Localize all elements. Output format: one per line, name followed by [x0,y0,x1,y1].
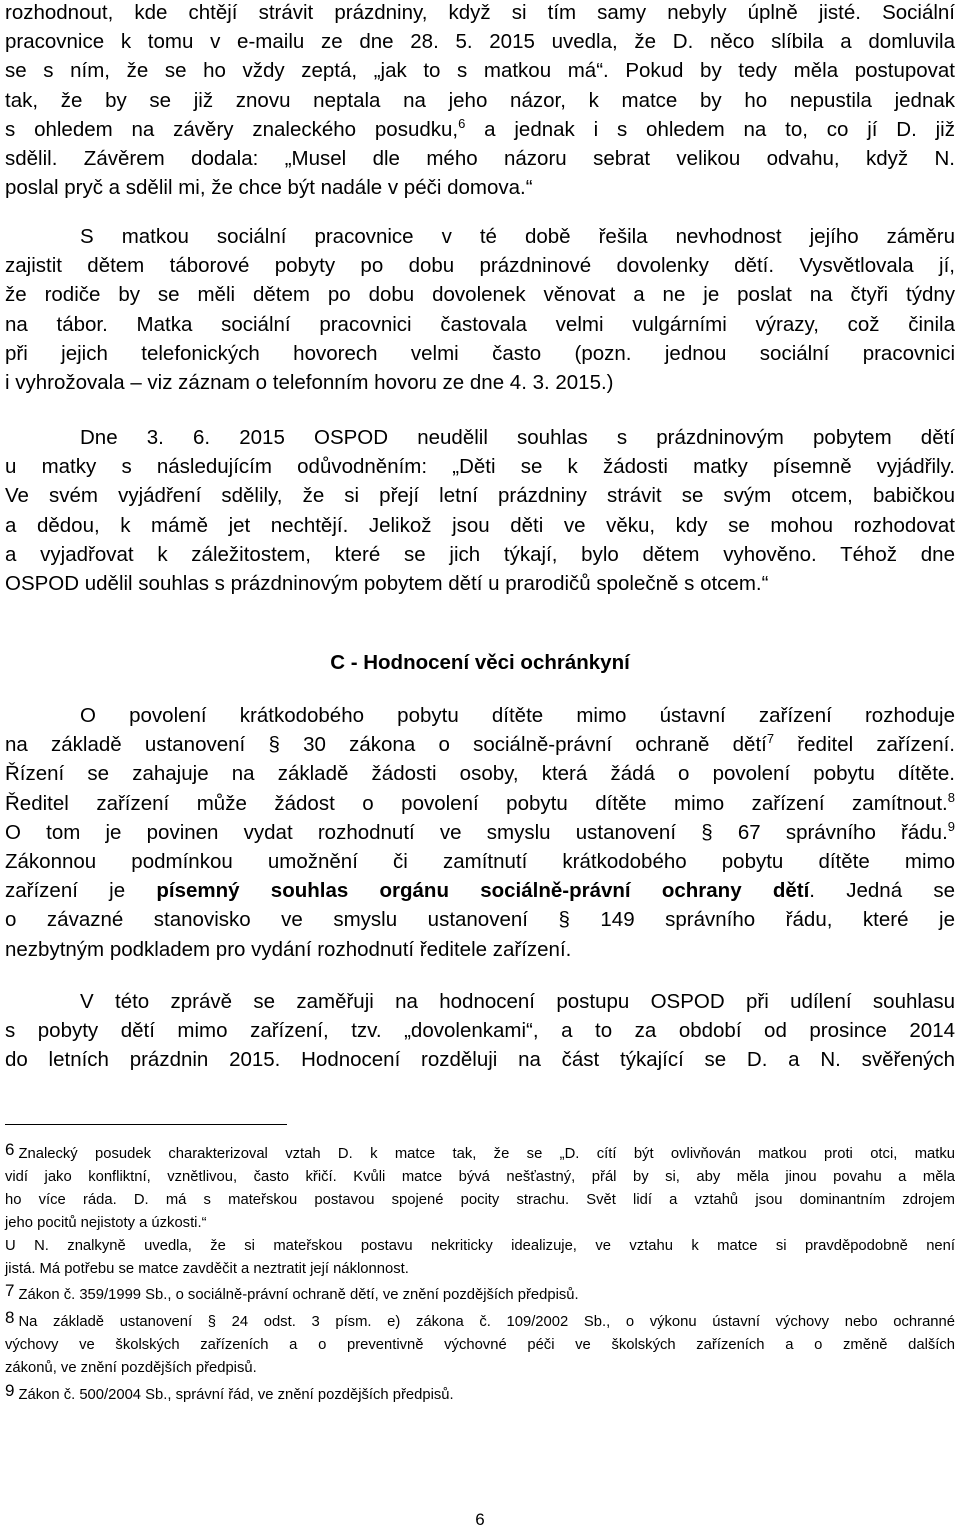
text-line: u matky s následujícím odůvodněním: „Děti se k žádosti matky písemně vyjádřily. [5,455,955,479]
text-line: Zákonnou podmínkou umožnění či zamítnutí krátkodobého pobytu dítěte mimo [5,850,955,874]
text-fragment: s ohledem na závěry znaleckého posudku, [5,117,459,141]
footnote-7 [5,1280,955,1307]
text-line: OSPOD udělil souhlas s prázdninovým pobytem dětí u prarodičů společně s otcem.“ [5,572,769,596]
text-line: nezbytným podkladem pro vydání rozhodnutí ředitele zařízení. [5,937,572,961]
text-fragment: Zákon č. 359/1999 Sb., o sociálně-právní ochraně dětí, ve znění pozdějších předpisů. [18,1287,579,1304]
text-line [5,1307,955,1334]
text-line: s pobyty dětí mimo zařízení, tzv. „dovolenkami“, a to za období od prosince 2014 [5,1019,955,1043]
footnote-ref-9[interactable]: 9 [947,818,955,834]
paragraph-ospod-decision [5,423,955,598]
text-line: S matkou sociální pracovnice v té době řešila nevhodnost jejího záměru [80,225,955,248]
text-line: poslal pryč a sdělil mi, že chce být nadále v péči domova.“ [5,176,533,200]
text-line: se s ním, že se ho vždy zeptá, „jak to s matkou má“. Pokud by tedy měla postupovat [5,59,955,83]
text-line: sdělil. Závěrem dodala: „Musel dle mého názoru sebrat velikou odvahu, když N. [5,147,955,171]
text-line: že rodiče by se měli dětem po dobu dovolenek věnovat a ne je poslat na čtyři týdny [5,283,955,307]
footnote-ref-7[interactable]: 7 [766,731,775,747]
text-line: tak, že by se již znovu neptala na jeho názor, k matce by ho nepustila jednak [5,88,955,112]
text-fragment: Na základě ustanovení § 24 odst. 3 písm. e) zákona č. 109/2002 Sb., o výkonu ústavní výchovy nebo ochranné [18,1314,955,1331]
text-line: pracovnice k tomu v e-mailu ze dne 28. 5. 2015 uvedla, že D. něco slíbila a domluvila [5,30,955,54]
text-line [5,730,955,759]
text-line: vidí jako konfliktní, vznětlivou, často křičí. Kvůli matce bývá nešťastný, přál by si, aby měla jinou povahu a měla [5,1168,955,1185]
text-fragment: Zákon č. 500/2004 Sb., správní řád, ve znění pozdějších předpisů. [18,1387,454,1404]
text-line [5,1280,955,1307]
footnote-6 [5,1139,955,1280]
section-heading: C - Hodnocení věci ochránkyní [330,651,630,674]
footnote-9 [5,1380,955,1407]
text-line: a dědou, k mámě jet nechtějí. Jelikož jsou děti ve věku, kdy se mohou rozhodovat [5,513,955,537]
footnote-number: 9 [5,1381,15,1401]
text-fragment: . Jedná se [809,879,955,903]
text-line [5,789,955,818]
text-line: Dne 3. 6. 2015 OSPOD neudělil souhlas s prázdninovým pobytem dětí [80,426,955,449]
footnote-number: 6 [5,1140,15,1159]
text-line [5,115,955,144]
text-line: do letních prázdnin 2015. Hodnocení rozděluji na část týkající se D. a N. svěřených [5,1048,955,1072]
text-line [5,818,955,847]
text-line: U N. znalkyně uvedla, že si mateřskou postavu nekriticky idealizuje, ve vztahu k matce si pravděpodobně není [5,1237,955,1254]
footnote-ref-8[interactable]: 8 [947,789,955,805]
text-line: jistá. Má potřebu se matce zavděčit a neztratit její náklonnost. [5,1260,409,1277]
text-line: zákonů, ve znění pozdějších předpisů. [5,1360,257,1377]
paragraph-mother-camps [5,222,955,397]
text-fragment: Znalecký posudek charakterizoval vztah D. k matce tak, že se „D. cítí být ovlivňován matkou proti otci, matku [18,1146,955,1162]
footnote-divider [5,1124,287,1125]
text-line: V této zprávě se zaměřuji na hodnocení postupu OSPOD při udílení souhlasu [80,990,955,1013]
text-fragment: O tom je povinen vydat rozhodnutí ve smyslu ustanovení § 67 správního řádu. [5,820,948,844]
text-line: jeho pocitů nejistoty a úzkosti.“ [5,1214,207,1231]
text-line: při jejich telefonických hovorech velmi často (pozn. jednou sociální pracovnici [5,341,955,365]
text-line: a vyjadřovat k záležitostem, které se jich týkají, bylo dětem vyhověno. Téhož dne [5,542,955,566]
text-line: i vyhrožovala – viz záznam o telefonním hovoru ze dne 4. 3. 2015.) [5,371,614,395]
text-line: rozhodnout, kde chtějí strávit prázdniny, když si tím samy nebyly úplně jisté. Sociální [5,1,955,24]
text-line: Řízení se zahajuje na základě žádosti osoby, která žádá o povolení pobytu dítěte. [5,762,955,786]
text-line: Ve svém vyjádření sdělily, že si přejí letní prázdniny strávit se svým otcem, babičkou [5,484,955,508]
text-fragment: ředitel zařízení. [774,733,955,757]
footnote-number: 8 [5,1308,15,1328]
paragraph-social-worker-email [5,0,955,202]
text-fragment: zařízení je [5,879,157,903]
text-line [5,876,955,905]
footnote-number: 7 [5,1281,15,1301]
text-line: na tábor. Matka sociální pracovnici častovala velmi vulgárními výrazy, což činila [5,312,955,336]
footnote-8 [5,1307,955,1380]
footnotes [5,1139,955,1407]
emphasis-text: písemný souhlas orgánu sociálně-právní ochrany dětí [156,879,810,903]
text-fragment: a jednak i s ohledem na to, co jí D. již [465,117,955,141]
text-line: zajistit dětem táborové pobyty po dobu prázdninové dovolenky dětí. Vysvětlovala jí, [5,254,955,278]
text-line: ho více ráda. D. má s mateřskou postavou spojené pocity strachu. Svět lidí a vztahů jsou dominantním zdrojem [5,1191,955,1208]
text-line: O povolení krátkodobého pobytu dítěte mimo ústavní zařízení rozhoduje [80,704,955,727]
text-line [5,1139,955,1166]
text-fragment: Ředitel zařízení může žádost o povolení pobytu dítěte mimo zařízení zamítnout. [5,791,948,815]
paragraph-legal-basis [5,701,955,964]
footnote-ref-6[interactable]: 6 [458,115,466,131]
page-number: 6 [475,1510,485,1529]
text-line: o závazné stanovisko ve smyslu ustanovení § 149 správního řádu, které je [5,908,955,932]
text-line [5,1380,955,1407]
text-line: výchovy ve školských zařízeních a o preventivně výchovné péči ve školských zařízeních a o změně dalších [5,1337,955,1354]
text-fragment: na základě ustanovení § 30 zákona o sociálně-právní ochraně dětí [5,733,767,757]
paragraph-report-scope [5,987,955,1075]
